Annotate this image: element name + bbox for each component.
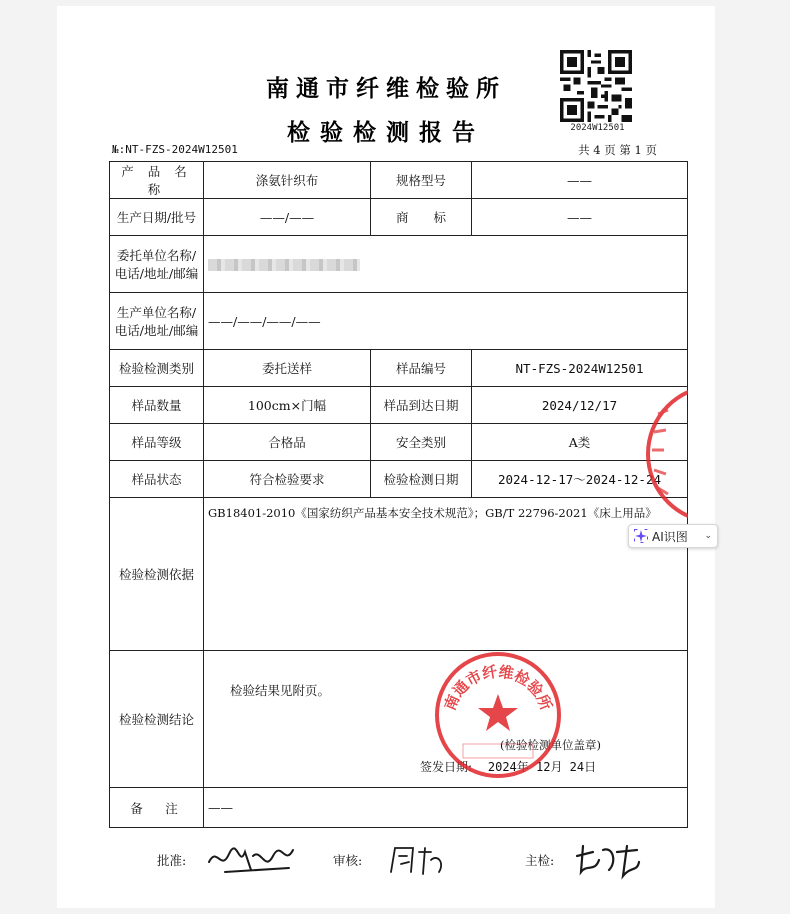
production-date-value: ——/—— <box>204 199 371 236</box>
conclusion-label: 检验检测结论 <box>110 651 204 788</box>
reviewer-signature <box>387 842 451 878</box>
grade-value: 合格品 <box>204 424 371 461</box>
approver-signature <box>205 842 297 878</box>
table-row <box>110 199 688 236</box>
sign-date-value: 2024年 12月 24日 <box>487 760 597 774</box>
production-date-label: 生产日期/批号 <box>110 199 204 236</box>
chevron-down-icon[interactable]: ⌄ <box>704 531 712 541</box>
chief-label: 主检: <box>525 853 555 868</box>
seal-text: 南通市纤维检验所 <box>440 662 556 713</box>
report-table <box>109 161 688 828</box>
ai-image-recognition-button[interactable] <box>628 524 718 548</box>
arrival-date-value: 2024/12/17 <box>472 387 688 424</box>
client-value <box>204 236 688 293</box>
test-type-value: 委托送样 <box>204 350 371 387</box>
chief-signature <box>573 842 643 880</box>
test-date-label: 检验检测日期 <box>371 461 472 498</box>
redacted-client-info <box>208 259 360 271</box>
table-row <box>110 651 688 788</box>
state-value: 符合检验要求 <box>204 461 371 498</box>
state-label: 样品状态 <box>110 461 204 498</box>
seal-note: (检验检测单位盖章) <box>500 738 601 752</box>
grade-label: 样品等级 <box>110 424 204 461</box>
table-row <box>110 293 688 350</box>
remark-label: 备 注 <box>110 788 204 828</box>
client-label: 委托单位名称/电话/地址/邮编 <box>110 236 204 293</box>
table-row <box>110 350 688 387</box>
report-number: №:NT-FZS-2024W12501 <box>112 143 238 156</box>
arrival-date-label: 样品到达日期 <box>371 387 472 424</box>
table-row <box>110 788 688 828</box>
quantity-label: 样品数量 <box>110 387 204 424</box>
table-row <box>110 424 688 461</box>
review-label: 审核: <box>333 853 363 868</box>
maker-value: ——/——/——/—— <box>204 293 688 350</box>
spec-value: —— <box>472 162 688 199</box>
report-title: 检验检测报告 <box>287 119 485 146</box>
conclusion-value: 检验结果见附页。 <box>230 683 331 698</box>
product-name-label: 产 品 名 称 <box>110 162 204 199</box>
spec-label: 规格型号 <box>371 162 472 199</box>
ai-sparkle-icon <box>634 529 648 543</box>
basis-value: GB18401-2010《国家纺织产品基本安全技术规范》；GB/T 22796-2021《床上用品》 <box>208 506 657 520</box>
basis-cell <box>204 498 688 651</box>
table-row <box>110 461 688 498</box>
test-date-value: 2024-12-17～2024-12-24 <box>472 461 688 498</box>
brand-value: —— <box>472 199 688 236</box>
approve-label: 批准: <box>157 853 187 868</box>
table-row <box>110 498 688 651</box>
institute-title: 南通市纤维检验所 <box>266 75 506 102</box>
table-row <box>110 162 688 199</box>
page-info: 共 4 页 第 1 页 <box>578 143 657 157</box>
official-seal <box>433 650 563 780</box>
remark-value: —— <box>204 788 688 828</box>
sign-date-label: 签发日期: <box>420 760 473 774</box>
partial-seal <box>628 384 688 524</box>
safety-value: A类 <box>472 424 688 461</box>
report-paper <box>57 6 715 908</box>
qr-caption: 2024W12501 <box>570 123 625 133</box>
sample-number-value: NT-FZS-2024W12501 <box>472 350 688 387</box>
safety-label: 安全类别 <box>371 424 472 461</box>
qr-code-icon <box>560 50 632 122</box>
basis-label: 检验检测依据 <box>110 498 204 651</box>
product-name-value: 涤氨针织布 <box>204 162 371 199</box>
quantity-value: 100cm×门幅 <box>204 387 371 424</box>
maker-label: 生产单位名称/电话/地址/邮编 <box>110 293 204 350</box>
brand-label: 商 标 <box>371 199 472 236</box>
test-type-label: 检验检测类别 <box>110 350 204 387</box>
table-row <box>110 387 688 424</box>
sample-number-label: 样品编号 <box>371 350 472 387</box>
ai-button-label: AI识图 <box>652 529 688 544</box>
table-row <box>110 236 688 293</box>
